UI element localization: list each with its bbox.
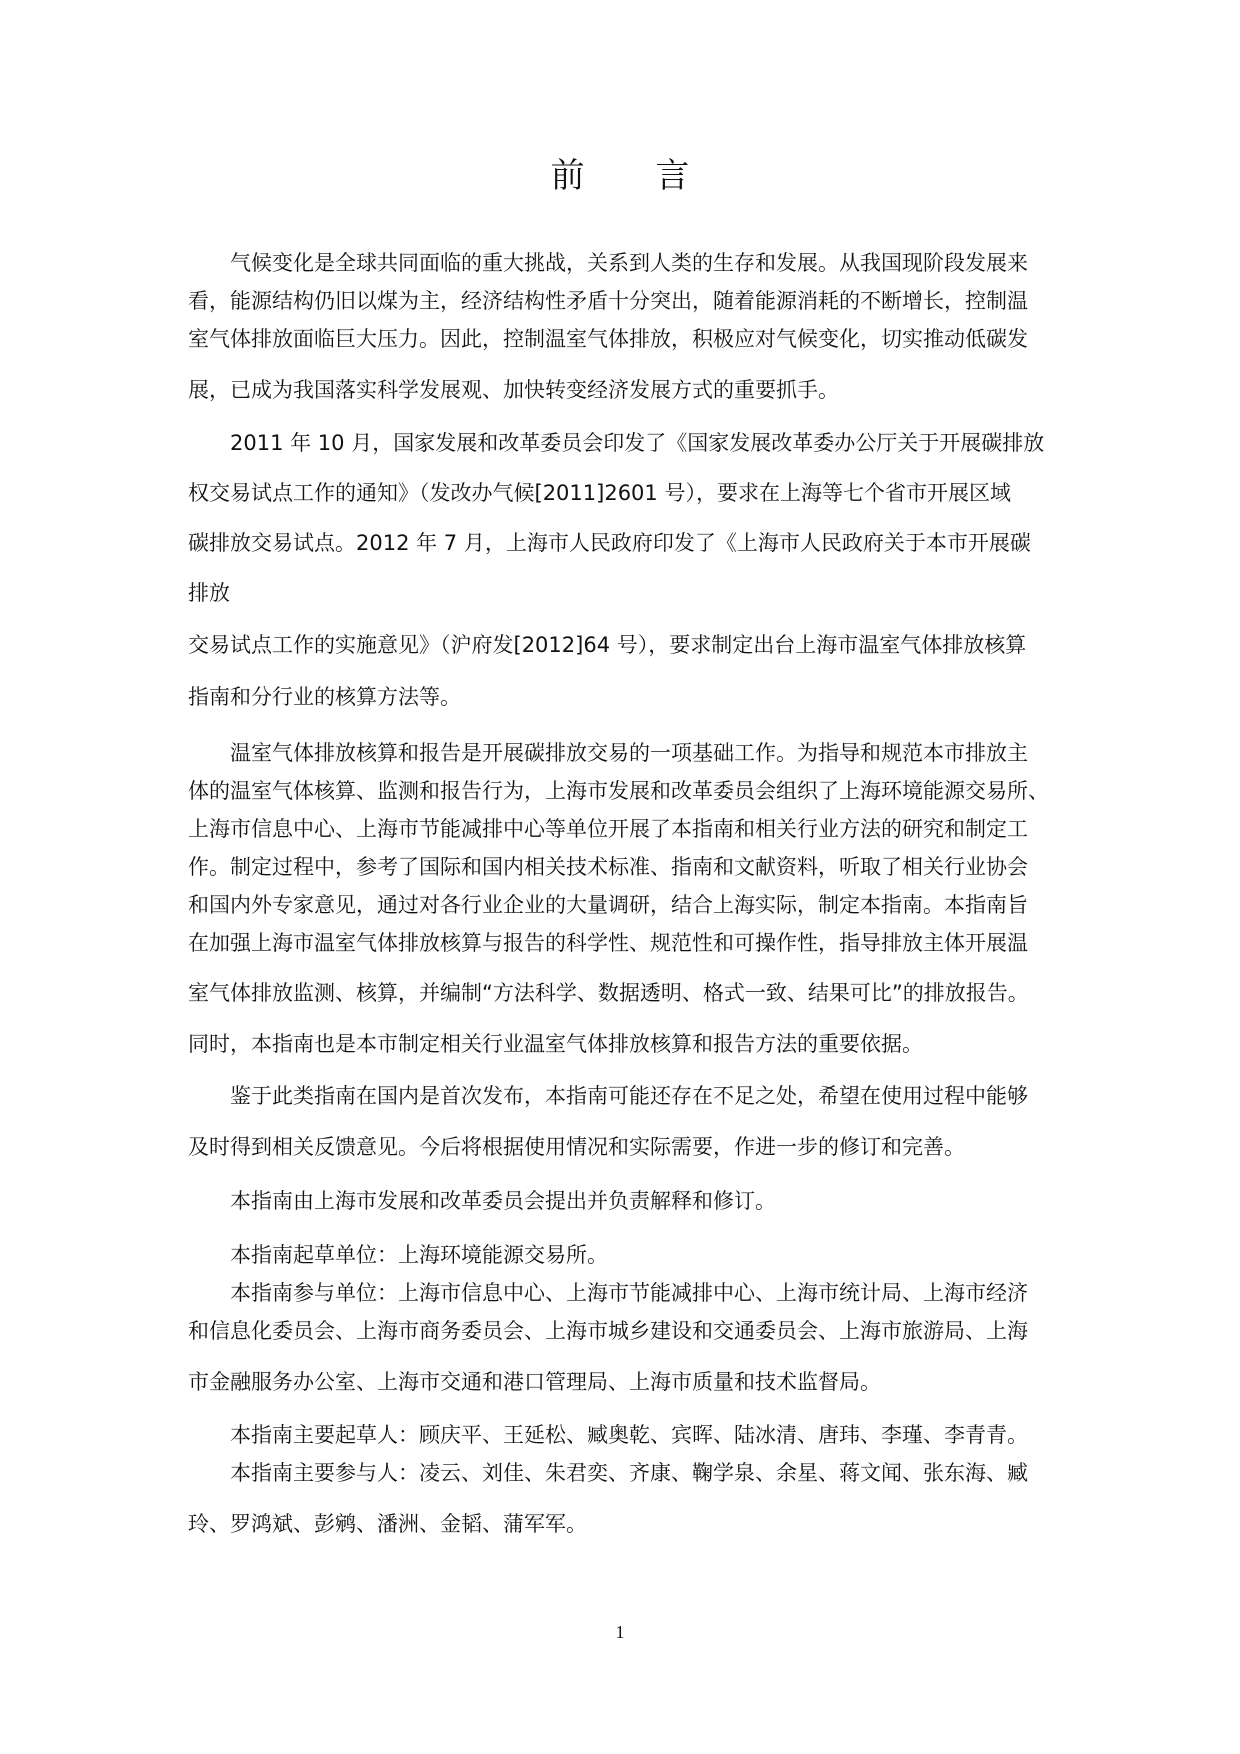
page-number: 1 — [615, 1622, 625, 1642]
text-line: 和国内外专家意见，通过对各行业企业的大量调研，结合上海实际，制定本指南。本指南旨 — [188, 893, 1028, 917]
text-line: 室气体排放监测、核算，并编制“方法科学、数据透明、格式一致、结果可比”的排放报告。 — [188, 981, 1029, 1005]
text-line: 展，已成为我国落实科学发展观、加快转变经济发展方式的重要抓手。 — [188, 378, 839, 402]
text-line: 作。制定过程中，参考了国际和国内相关技术标准、指南和文献资料，听取了相关行业协会 — [188, 855, 1028, 879]
text-line: 指南和分行业的核算方法等。 — [188, 685, 461, 709]
text-line: 2011 年 10 月，国家发展和改革委员会印发了《国家发展改革委办公厅关于开展碳排放 — [230, 431, 1045, 455]
text-line: 和信息化委员会、上海市商务委员会、上海市城乡建设和交通委员会、上海市旅游局、上海 — [188, 1319, 1028, 1343]
text-line: 本指南由上海市发展和改革委员会提出并负责解释和修订。 — [230, 1189, 776, 1213]
text-line: 气候变化是全球共同面临的重大挑战，关系到人类的生存和发展。从我国现阶段发展来 — [230, 251, 1028, 275]
text-line: 室气体排放面临巨大压力。因此，控制温室气体排放，积极应对气候变化，切实推动低碳发 — [188, 327, 1028, 351]
text-line: 市金融服务办公室、上海市交通和港口管理局、上海市质量和技术监督局。 — [188, 1370, 881, 1394]
text-line: 交易试点工作的实施意见》（沪府发[2012]64 号），要求制定出台上海市温室气体排放核算 — [188, 633, 1027, 657]
text-line: 鉴于此类指南在国内是首次发布，本指南可能还存在不足之处，希望在使用过程中能够 — [230, 1084, 1028, 1108]
text-line: 同时，本指南也是本市制定相关行业温室气体排放核算和报告方法的重要依据。 — [188, 1032, 923, 1056]
text-line: 体的温室气体核算、监测和报告行为，上海市发展和改革委员会组织了上海环境能源交易所、 — [188, 779, 1049, 803]
text-line: 看，能源结构仍旧以煤为主，经济结构性矛盾十分突出，随着能源消耗的不断增长，控制温 — [188, 289, 1028, 313]
text-line: 本指南主要参与人：凌云、刘佳、朱君奕、齐康、鞠学泉、余星、蒋文闻、张东海、臧 — [230, 1461, 1028, 1485]
text-line: 本指南主要起草人：顾庆平、王延松、臧奥乾、宾晖、陆冰清、唐玮、李瑾、李青青。 — [230, 1423, 1028, 1447]
page-title: 前 言 — [550, 156, 720, 196]
text-line: 温室气体排放核算和报告是开展碳排放交易的一项基础工作。为指导和规范本市排放主 — [230, 741, 1028, 765]
text-line: 碳排放交易试点。2012 年 7 月，上海市人民政府印发了《上海市人民政府关于本市开展碳 — [188, 531, 1031, 555]
text-line: 本指南起草单位：上海环境能源交易所。 — [230, 1243, 608, 1267]
text-line: 本指南参与单位：上海市信息中心、上海市节能减排中心、上海市统计局、上海市经济 — [230, 1281, 1028, 1305]
text-line: 权交易试点工作的通知》（发改办气候[2011]2601 号），要求在上海等七个省市开展区域 — [188, 481, 1011, 505]
text-line: 玲、罗鸿斌、彭鹓、潘洲、金韬、蒲军军。 — [188, 1512, 587, 1536]
text-line: 排放 — [188, 581, 230, 605]
text-line: 上海市信息中心、上海市节能减排中心等单位开展了本指南和相关行业方法的研究和制定工 — [188, 817, 1028, 841]
text-line: 在加强上海市温室气体排放核算与报告的科学性、规范性和可操作性，指导排放主体开展温 — [188, 931, 1028, 955]
text-line: 及时得到相关反馈意见。今后将根据使用情况和实际需要，作进一步的修订和完善。 — [188, 1135, 965, 1159]
